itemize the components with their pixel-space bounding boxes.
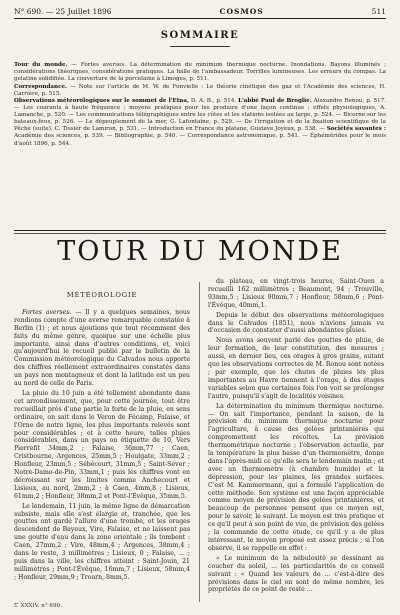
sommaire-paragraph xyxy=(14,62,386,83)
article-text: Le lendemain, 11 juin, la même ligne de démarcation subsiste, mais elle s'est élargie et, tranchée, que les gouttes ont gardé l'allure d'une trombe, et les orages descendent de Bayeux, Vire, Falaise, et ne laissent pas une goutte d'eau dans la zone orientale ; ils tombent : Caen, 27mm,2 ; Vire, 48mm,4 ; Argences, 38mm,4 ; dans le reste, 3 millimètres ; Lisieux, 0 ; Falaise, ... ; puis dans la ville, les chiffres atteint : Saint-Jouin, 21 millimètres ; Pont-l'Évêque, 16mm,7 ; Lisieux, 58mm,4 ; Honfleur, 29mm,9 ; Troarn, 8mm,5. xyxy=(14,502,190,581)
page-number: 511 xyxy=(371,6,386,16)
left-column-text xyxy=(14,309,190,582)
sommaire-rule xyxy=(170,46,230,47)
page-header xyxy=(14,4,386,18)
sommaire-entry-text: — Fortes averses. La détermination du minimum thermique nocturne. Inondations. Bayons illuminés ; considérations théoriques, considérations pratiques. La halle de l'ambassadeur. Torrilles lumineuses. Les erreurs du compas. La gelatine solidifiée. La couverture de la porcelaine à Limoges, p. 511. xyxy=(14,62,386,83)
sommaire-paragraph xyxy=(14,98,386,147)
sommaire-entry-text: Académie des sciences, p. 539. — Bibliographie, p. 540. — Correspondance astronomique, p. 541. — Éphémérides pour le mois d'août 1896, p. 544. xyxy=(14,133,386,147)
sommaire-heading: SOMMAIRE xyxy=(160,30,240,41)
article-lead-label: Fortes averses. xyxy=(22,308,72,316)
sommaire-entry-title: Observations météorologiques sur le sommet de l'Etna, xyxy=(14,98,189,105)
right-column-text xyxy=(208,278,384,594)
sommaire-entry-title: Sociétés savantes : xyxy=(326,126,387,133)
sommaire-paragraph xyxy=(14,84,386,98)
footer-volume: T. XXXIV. n° 690. xyxy=(14,603,62,609)
sommaire-entry-text: D. A. B., p. 514. xyxy=(188,98,239,105)
sommaire-entry-text: — Note sur l'article de M. W. de Fonvielle : Le théorie cinétique des gaz et l'Académie des sciences, H. Carrière, p. 515. xyxy=(14,83,386,97)
sommaire-entry-title: Correspondance. xyxy=(14,83,68,90)
header-rule xyxy=(14,18,386,19)
section-rule xyxy=(14,230,386,231)
article-paragraph xyxy=(14,503,190,582)
sommaire-entry-title: Tour du monde. xyxy=(14,62,68,68)
article-paragraph: du plateau, en vingt-trois heures, Saint-Ouen a recueilli 162 millimètres ; Beaumont, 94 ; Trouville, 93mm,5 ; Lisieux 90mm,7 ; Honfleur, 58mm,6 ; Pont-l'Évêque, 40mm,1. xyxy=(208,278,384,309)
rubric-heading: MÉTÉOROLOGIE xyxy=(66,291,138,299)
column-divider xyxy=(199,282,200,602)
sommaire-entry-text: Alexandre Renou, p. 517. — Les courants à haute fréquence : moyens pratiques pour les produire d'une façon continue ; effets physiologiques, A. Lamanche, p. 520. — Les communications télégraphiques entre les côtes et les stations isolées au large, p. 524. — Bicorne sur les bateaux-feux, p. 526. — Le dépeuplement de la mer, G. Lafontaine, p. 529. — De l'irrigation et de la fixation scientifique de la Pêche (suite), C. Tissier de Lamiron, p. 531. — Introduction en France du platane, Gustave Joyeux, p. 538. — xyxy=(14,98,387,133)
article-paragraph: Nous avons souvent parlé des gouttes de pluie, de leur formation, de leur constitution, des mesures ; aussi, en dernier lieu, ces orages à gros grains, autant que les observations correctes de M. Ronou sont notées ; par exemple, que les chutes de pluies les plus importantes au Havre tiennent à l'orage, à des étages variables selon que certaines fois l'on voit se prolonger l'autre, puisqu'il s'agit de localités voisines. xyxy=(208,337,384,400)
sommaire-body xyxy=(14,62,386,262)
section-title: TOUR DU MONDE xyxy=(57,236,343,267)
right-column xyxy=(208,278,384,596)
sommaire-entry-title: L'abbé Paul de Broglie. xyxy=(238,98,312,105)
journal-name: COSMOS xyxy=(219,6,264,16)
article-paragraph xyxy=(14,390,190,501)
section-rule-thin xyxy=(14,233,386,234)
article-text: — Il y a quelques semaines, nous rendions compte d'une averse remarquable constatée à Berlin (1) ; et nous ajoutions que tout récemment des faits du même genre, quoique sur une échelle plus importante, ainsi dans d'autres conditions, et, voici qu'aujourd'hui le recueil publié par le bulletin de la Commission météorologique du Calvados nous apporte des chiffres réellement extraordinaires constatés dans un pays non montagneux et dont la latitude est un peu au nord de celle de Paris. xyxy=(14,308,190,388)
article-paragraph xyxy=(14,309,190,388)
article-text: La pluie du 10 juin a été tellement abondante dans cet arrondissement, que, pour cette journée, tout être recueillait près d'une partie la forte de la pluie, en sens ordinaire, on sait dans le Veron de Fécamp, Falaise, et l'Orne de notre ligne, les plus importants relevés sont pour considérables ; et à cette heure, telles pluies considérables, dans un pays on étiquette de 10, Vers Pierrefit 34mm,2 ; Falaise, 36mm,77 ; Caen, Cristbourne, Argences, 25mm,5 ; Houlgate, 33mm,2 ; Honfleur, 23mm,5 ; Sébécourt, 31mm,5 ; Saint-Sever ; Notre-Dame-de-Pin, 33mm,1 ; puis les chiffres vont en décroissant sur les limites comme Anchecourt et Lisieux, au nord, 2mm,2 ; à Caen, 4mm,8 ; Lisieux, 61mm,2 ; Honfleur, 38mm,2 et Pont-l'Évêque, 35mm,5. xyxy=(14,389,190,500)
issue-date: N° 690. — 25 Juillet 1896 xyxy=(14,6,112,16)
article-paragraph: La détermination du minimum thermique nocturne. — On sait l'importance, pendant la saison, de la prévision du minimum thermique nocturne pour l'agriculture, à cause des gelées printanières qui compromettent les récoltes. La prévision thermométrique nocturne ; l'observation actuelle, par la température la plus basse d'un thermomètre, donne dans l'après-midi ce qu'elle sera le lendemain matin ; et avec un thermomètre (à chambre humide) et la dépression, pour les plaines, les grandes surfaces. C'est M. Kammermann, qui a formulé l'application de cette méthode. Son système est une façon appréciable comme moyen de prévision des gelées printanières, et beaucoup de personnes pensent que ce moyen est, pour le savoir, le suivant. Le moyen est très pratique et ce qu'il peut à son point de vue, de prévision des gelées ; la commande de cette étude, ce qu'il y a de plus intéressant, le moyen proposé est assez précis ; si l'on observe, il se rappelle en effet : xyxy=(208,402,384,552)
article-paragraph: Depuis le début des observations météorologiques dans le Calvados (1851), nous n'avions jamais vu d'occasion de constater d'aussi abondantes pluies. xyxy=(208,311,384,335)
left-column xyxy=(14,292,190,584)
article-paragraph: « Le minimum de la nébulosité se dessinant au coucher du soleil, ... les particularités de ce conseil suivant : « Quand les valeurs de ... c'est-à-dire des prévisions dans le ciel en sont de même nombre, les propriétés de ce point de reste ... xyxy=(208,554,384,594)
